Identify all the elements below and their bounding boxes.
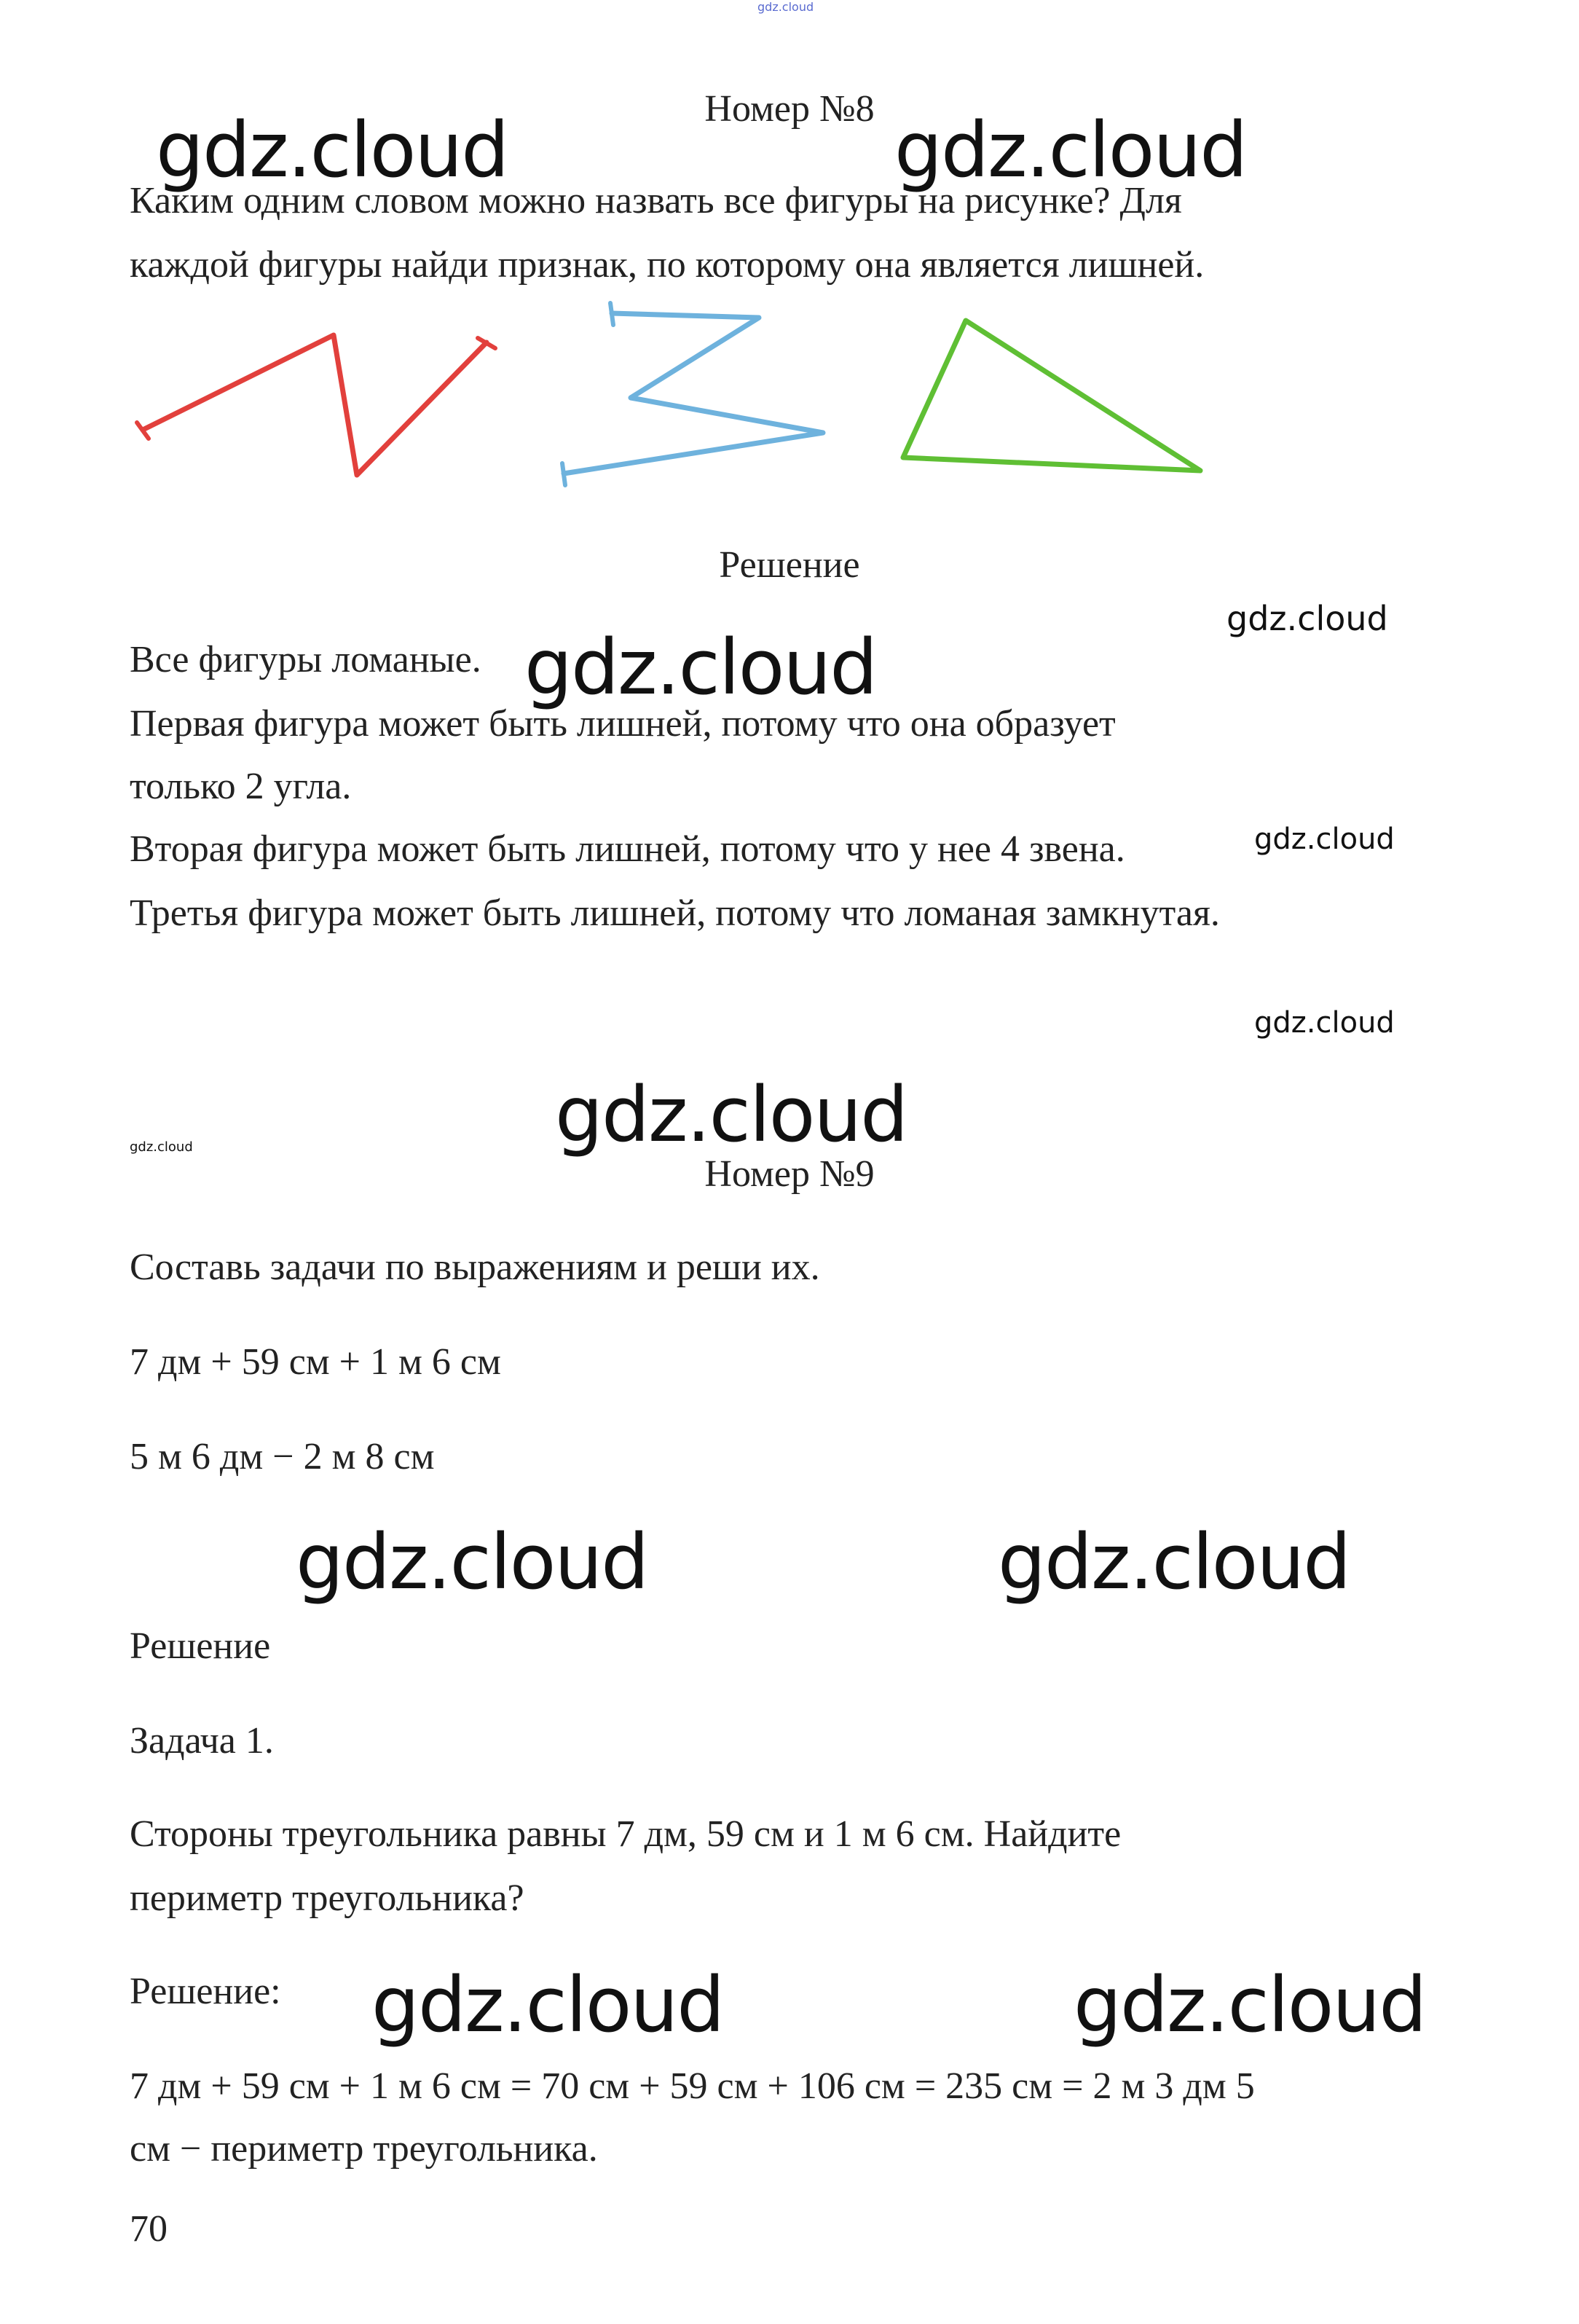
page-number: 70 — [130, 2208, 168, 2250]
task8-answer-line-4: Вторая фигура может быть лишней, потому что у нее 4 звена. — [130, 828, 1125, 870]
task8-question-line-2: каждой фигуры найди признак, по которому она является лишней. — [130, 244, 1205, 286]
watermark: gdz.cloud — [555, 1070, 907, 1159]
task9-expression-2: 5 м 6 дм − 2 м 8 см — [130, 1436, 435, 1477]
task9-expression-1: 7 дм + 59 см + 1 м 6 см — [130, 1341, 501, 1383]
task8-title: Номер №8 — [704, 88, 875, 130]
watermark: gdz.cloud — [296, 1518, 648, 1606]
watermark: gdz.cloud — [894, 106, 1247, 195]
task8-solution-heading: Решение — [719, 544, 860, 586]
watermark: gdz.cloud — [1254, 823, 1395, 856]
task9-problem-label: Задача 1. — [130, 1720, 274, 1762]
watermark: gdz.cloud — [998, 1518, 1350, 1606]
task8-answer-line-3: только 2 угла. — [130, 766, 352, 807]
task9-problem-line-2: периметр треугольника? — [130, 1877, 524, 1919]
task9-title: Номер №9 — [704, 1153, 875, 1195]
task8-answer-line-2: Первая фигура может быть лишней, потому что она образует — [130, 703, 1116, 745]
task9-question: Составь задачи по выражениям и реши их. — [130, 1247, 820, 1288]
polyline-figures — [130, 299, 1237, 495]
task8-answer-line-5: Третья фигура может быть лишней, потому что ломаная замкнутая. — [130, 892, 1220, 934]
watermark: gdz.cloud — [371, 1960, 724, 2049]
task8-question-line-1: Каким одним словом можно назвать все фигуры на рисунке? Для — [130, 180, 1182, 221]
closed-polyline-green — [903, 321, 1200, 471]
watermark: gdz.cloud — [1254, 1006, 1395, 1040]
open-polyline-blue — [562, 303, 823, 485]
watermark: gdz.cloud — [130, 1139, 193, 1155]
task9-solution-label: Решение: — [130, 1971, 281, 2012]
watermark-top: gdz.cloud — [757, 0, 814, 14]
task8-answer-line-1: Все фигуры ломаные. — [130, 639, 481, 680]
watermark: gdz.cloud — [524, 623, 877, 712]
watermark: gdz.cloud — [156, 106, 508, 195]
watermark: gdz.cloud — [1074, 1960, 1426, 2049]
task9-solution-line-1: 7 дм + 59 см + 1 м 6 см = 70 см + 59 см + 106 см = 235 см = 2 м 3 дм 5 — [130, 2065, 1255, 2107]
open-polyline-red — [137, 335, 495, 475]
task9-solution-line-2: см − периметр треугольника. — [130, 2128, 598, 2170]
task9-problem-line-1: Стороны треугольника равны 7 дм, 59 см и 1 м 6 см. Найдите — [130, 1813, 1122, 1855]
watermark: gdz.cloud — [1226, 599, 1388, 638]
task9-solution-heading: Решение — [130, 1625, 271, 1667]
